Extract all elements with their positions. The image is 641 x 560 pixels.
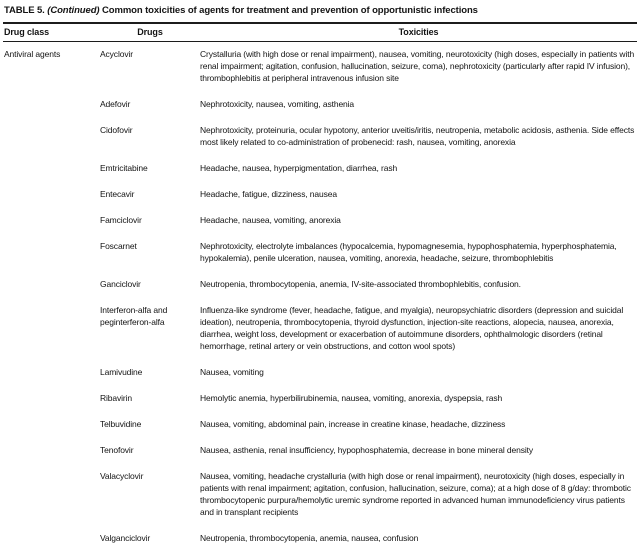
table-row — [3, 418, 637, 430]
drug-class-cell — [3, 214, 100, 226]
toxicities-cell: Headache, nausea, vomiting, anorexia — [200, 215, 341, 225]
toxicities-cell: Nephrotoxicity, proteinuria, ocular hypotony, anterior uveitis/iritis, neutropenia, metabolic acidosis, asthenia. Side effects most likely related to co-administration of probenecid: rash, nausea, vomiting, anorexia — [200, 125, 635, 147]
table-row — [3, 278, 637, 290]
drug-cell: Acyclovir — [100, 49, 133, 59]
toxicities-cell: Headache, nausea, hyperpigmentation, diarrhea, rash — [200, 163, 398, 173]
drug-class-cell — [3, 162, 100, 174]
drug-class-cell: Antiviral agents — [4, 49, 61, 59]
drug-class-cell — [3, 124, 100, 148]
toxicities-cell: Neutropenia, thrombocytopenia, anemia, IV-site-associated thrombophlebitis, confusion. — [200, 279, 521, 289]
table-title-continued: (Continued) — [47, 5, 100, 16]
column-header-toxicities: Toxicities — [398, 27, 439, 37]
drug-cell: Adefovir — [100, 99, 131, 109]
toxicities-cell: Crystalluria (with high dose or renal impairment), nausea, vomiting, neurotoxicity (high doses, especially in patients with renal impairment; agitation, confusion, hallucination, seizure, coma), nephrotoxicity (particularly after rapid IV infusion), thrombophlebitis at peripheral intravenous infusion site — [200, 49, 635, 83]
drug-cell: Valganciclovir — [100, 533, 151, 543]
toxicities-cell: Influenza-like syndrome (fever, headache, fatigue, and myalgia), neuropsychiatric disorders (depression and suicidal ideation), neutropenia, thrombocytopenia, thyroid dysfunction, injection-site reactions, alopecia, nausea, anorexia, diarrhea, weight loss, development or exacerbation of autoimmune disorders, ophthalmologic disorders (retinal hemorrhage, retinal artery or vein obstructions, and cotton wool spots) — [200, 305, 624, 351]
toxicities-cell: Hemolytic anemia, hyperbilirubinemia, nausea, vomiting, anorexia, dyspepsia, rash — [200, 393, 503, 403]
toxicities-cell: Nausea, vomiting — [200, 367, 264, 377]
column-header-drug-class: Drug class — [4, 27, 50, 37]
table-row — [3, 444, 637, 456]
toxicities-cell: Nephrotoxicity, electrolyte imbalances (hypocalcemia, hypomagnesemia, hypophosphatemia, hyperphosphatemia, hypokalemia), penile ulceration, nausea, vomiting, anorexia, headache, seizure, thrombophlebitis — [200, 241, 617, 263]
drug-cell: Telbuvidine — [100, 419, 142, 429]
drug-class-cell — [3, 392, 100, 404]
table-row — [3, 214, 637, 226]
drug-cell: Cidofovir — [100, 125, 133, 135]
drug-cell: Entecavir — [100, 189, 135, 199]
drug-class-cell — [3, 366, 100, 378]
drug-cell: Foscarnet — [100, 241, 137, 251]
drug-class-cell — [3, 444, 100, 456]
drug-cell: Lamivudine — [100, 367, 143, 377]
drug-cell: Ganciclovir — [100, 279, 141, 289]
table-header-row — [3, 24, 637, 41]
table-title — [3, 4, 637, 16]
table-row — [3, 98, 637, 110]
table-row — [3, 304, 637, 352]
drug-cell: Famciclovir — [100, 215, 142, 225]
table-title-prefix: TABLE 5. — [4, 5, 48, 16]
toxicities-cell: Neutropenia, thrombocytopenia, anemia, nausea, confusion — [200, 533, 419, 543]
toxicities-cell: Headache, fatigue, dizziness, nausea — [200, 189, 337, 199]
table-row — [3, 532, 637, 544]
drug-class-cell — [3, 278, 100, 290]
drug-class-cell — [3, 240, 100, 264]
table-title-caption: Common toxicities of agents for treatment and prevention of opportunistic infections — [99, 5, 478, 16]
table-row — [3, 392, 637, 404]
drug-class-cell — [3, 470, 100, 518]
drug-class-cell — [3, 418, 100, 430]
drug-cell: Valacyclovir — [100, 471, 144, 481]
drug-cell: Tenofovir — [100, 445, 134, 455]
toxicities-cell: Nephrotoxicity, nausea, vomiting, asthenia — [200, 99, 355, 109]
drug-cell: Ribavirin — [100, 393, 132, 403]
drug-cell: Interferon-alfa and peginterferon-alfa — [100, 305, 168, 327]
table-row — [3, 124, 637, 148]
table-row — [3, 162, 637, 174]
table-body — [3, 42, 637, 544]
table-row — [3, 240, 637, 264]
drug-class-cell — [3, 532, 100, 544]
drug-class-cell — [3, 98, 100, 110]
toxicities-cell: Nausea, vomiting, abdominal pain, increase in creatine kinase, headache, dizziness — [200, 419, 506, 429]
drug-cell: Emtricitabine — [100, 163, 148, 173]
table-row — [3, 366, 637, 378]
table-row — [3, 48, 637, 84]
drug-class-cell — [3, 188, 100, 200]
toxicities-cell: Nausea, vomiting, headache crystalluria (with high dose or renal impairment), neurotoxicity (high doses, especially in patients with renal impairment; agitation, confusion, hallucination, seizure, coma); at a high dose of 8 g/day: thrombotic thrombocytopenic purpura/hemolytic uremic syndrome reported in advanced human immunodeficiency virus patients and in transplant recipients — [200, 471, 631, 517]
toxicities-cell: Nausea, asthenia, renal insufficiency, hypophosphatemia, decrease in bone mineral density — [200, 445, 533, 455]
drug-class-cell — [3, 304, 100, 352]
column-header-drugs: Drugs — [137, 27, 163, 37]
table-row — [3, 470, 637, 518]
table-row — [3, 188, 637, 200]
